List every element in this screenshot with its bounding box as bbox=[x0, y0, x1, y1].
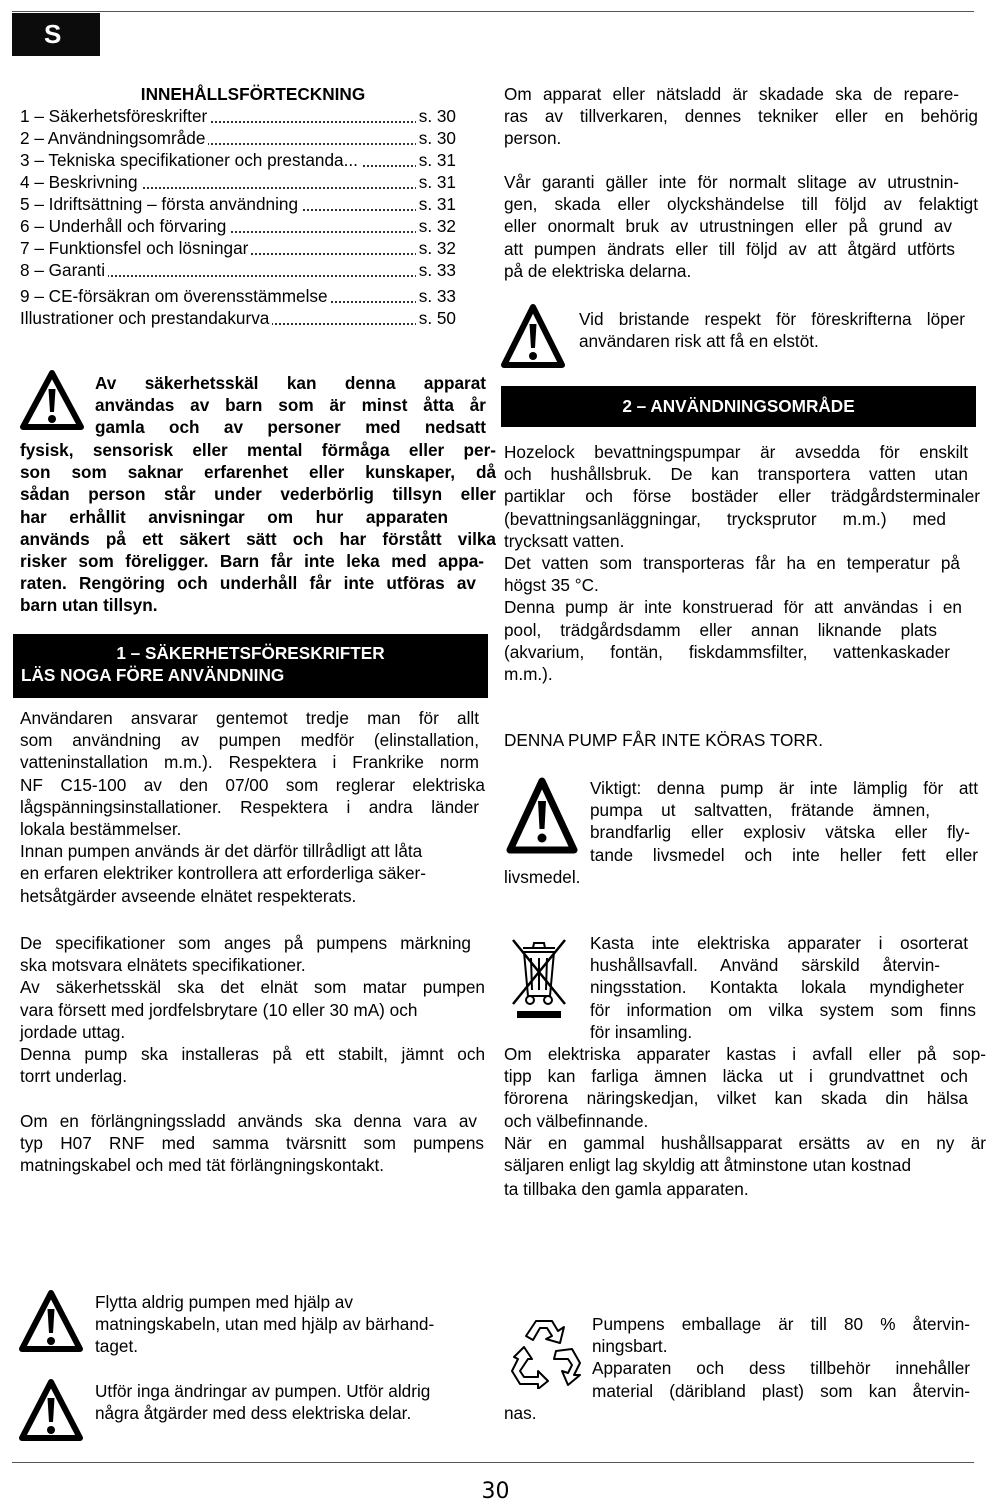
text-line: att pumpen ändrats eller till följd av att åtgärd utförts bbox=[504, 238, 955, 259]
text-line: lokala bestämmelser. bbox=[20, 818, 182, 839]
warn-electric-shock bbox=[579, 308, 969, 352]
text-line: högst 35 °C. bbox=[504, 575, 599, 596]
text-line: vara försett med jordfelsbrytare (10 eller 30 mA) och bbox=[20, 999, 418, 1020]
text-line: Vår garanti gäller inte för normalt slitage av utrustnin- bbox=[504, 172, 959, 192]
toc-entry bbox=[20, 259, 456, 281]
text-line: material (däribland plast) som kan återvin- bbox=[592, 1380, 970, 1401]
text-line: gamla och av personer med nedsatt bbox=[95, 417, 486, 438]
text-line: Viktigt: denna pump är inte lämplig för att bbox=[590, 778, 978, 798]
text-line: Innan pumpen används är det därför tillrådligt att låta bbox=[20, 841, 423, 862]
toc-title: INNEHÅLLSFÖRTECKNING bbox=[140, 84, 366, 104]
crossed-out-bin-icon bbox=[509, 934, 569, 1020]
text-line: en erfaren elektriker kontrollera att erforderliga säker- bbox=[20, 863, 426, 884]
text-line: hetsåtgärder avseende elnätet respekterats. bbox=[20, 885, 357, 906]
text-line: eller onormalt bruk av utrustningen eller på grund av bbox=[504, 216, 952, 237]
text-line: förorena näringskedjan, vilket kan skada din hälsa bbox=[504, 1088, 968, 1109]
section1-title-line2: LÄS NOGA FÖRE ANVÄNDNING bbox=[21, 665, 285, 685]
text-line: på de elektriska delarna. bbox=[504, 260, 692, 281]
text-line: (bevattningsanläggningar, trycksprutor m.m.) med bbox=[504, 508, 946, 529]
toc-entry-page: s. 30 bbox=[416, 105, 456, 127]
recycle-tail: nas. bbox=[504, 1403, 537, 1423]
text-line: användas av barn som är minst åtta år bbox=[95, 395, 486, 416]
text-line: Om en förlängningssladd används ska denna vara av bbox=[20, 1111, 477, 1131]
text-line: ningsstation. Kontakta lokala myndigheter bbox=[590, 977, 964, 998]
warn-important-tail: livsmedel. bbox=[504, 867, 581, 887]
text-line: för information om vilka system som finns bbox=[590, 999, 976, 1020]
para-disposal bbox=[504, 1043, 986, 1200]
text-line: Flytta aldrig pumpen med hjälp av bbox=[95, 1292, 353, 1312]
text-line: torrt underlag. bbox=[20, 1066, 128, 1087]
text-line: raten. Rengöring och underhåll får inte utföras av bbox=[20, 573, 476, 594]
toc-entry-page: s. 31 bbox=[416, 193, 456, 215]
warn-no-modifications bbox=[95, 1380, 475, 1424]
text-line: Det vatten som transporteras får ha en temperatur på bbox=[504, 552, 960, 573]
text-line: för insamling. bbox=[590, 1021, 693, 1042]
text-line: partiklar och förse bostäder eller trädgårdsterminaler bbox=[504, 486, 980, 507]
text-line: pool, trädgårdsdamm eller annan liknande plats bbox=[504, 619, 937, 640]
text-line: När en gammal hushållsapparat ersätts av en ny är bbox=[504, 1132, 986, 1153]
toc-entry-label: 4 – Beskrivning bbox=[20, 171, 141, 193]
text-line: Kasta inte elektriska apparater i osorterat bbox=[590, 933, 968, 953]
toc-entry bbox=[20, 285, 456, 307]
text-line: matningskabel och med tät förlängningskontakt. bbox=[20, 1155, 385, 1176]
weee-notice bbox=[590, 932, 978, 1043]
toc-entry-page: s. 33 bbox=[416, 285, 456, 307]
text-line: gen, skada eller olyckshändelse till följd av felaktigt bbox=[504, 194, 978, 215]
toc-entry-page: s. 30 bbox=[416, 127, 456, 149]
text-line: ras av tillverkaren, dennes tekniker eller en behörig bbox=[504, 106, 978, 127]
text-line: hushållsavfall. Använd särskild återvin- bbox=[590, 955, 940, 976]
text-line: Apparaten och dess tillbehör innehåller bbox=[592, 1358, 970, 1379]
text-line: Av säkerhetsskäl kan denna apparat bbox=[95, 373, 486, 393]
para-specifications bbox=[20, 932, 486, 1087]
section1-title-line1: 1 – SÄKERHETSFÖRESKRIFTER bbox=[116, 643, 385, 663]
text-line: som användning av pumpen medför (elinstallation, bbox=[20, 730, 479, 751]
text-line: används på ett säkert sätt och har förstått vilka bbox=[20, 528, 496, 549]
toc-entry-page: s. 31 bbox=[416, 171, 456, 193]
toc-entry bbox=[20, 237, 456, 259]
text-line: säljaren enligt lag skyldig att åtminstone utan kostnad bbox=[504, 1154, 912, 1175]
text-line: användaren risk att få en elstöt. bbox=[579, 331, 819, 352]
text-line: m.m.). bbox=[504, 663, 553, 684]
toc-entry-page: s. 33 bbox=[416, 259, 456, 281]
recycle-notice bbox=[592, 1313, 970, 1402]
text-line: har erhållit anvisningar om hur apparaten bbox=[20, 506, 448, 527]
text-line: ningsbart. bbox=[592, 1336, 668, 1357]
toc-entry bbox=[20, 171, 456, 193]
toc-entry-label: 1 – Säkerhetsföreskrifter bbox=[20, 105, 210, 127]
text-line: tande livsmedel och inte heller fett eller bbox=[590, 844, 978, 865]
page-number: 30 bbox=[481, 1479, 510, 1504]
para-extension-cord bbox=[20, 1110, 484, 1177]
text-line: son som saknar erfarenhet eller kunskaper, då bbox=[20, 462, 496, 483]
section2-title: 2 – ANVÄNDNINGSOMRÅDE bbox=[622, 396, 855, 416]
text-line: lågspänningsinstallationer. Respektera i andra länder bbox=[20, 796, 479, 817]
text-line: och hushållsbruk. De kan transportera vatten utan bbox=[504, 464, 968, 485]
para-warranty bbox=[504, 171, 978, 282]
text-line: Denna pump ska installeras på ett stabilt, jämnt och bbox=[20, 1043, 485, 1064]
text-line: pumpa ut saltvatten, frätande ämnen, bbox=[590, 800, 930, 821]
toc-entry-label: Illustrationer och prestandakurva bbox=[20, 307, 272, 329]
text-line: NF C15-100 av den 07/00 som reglerar elektriska bbox=[20, 774, 485, 795]
toc-entry-label: 9 – CE-försäkran om överensstämmelse bbox=[20, 285, 331, 307]
text-line: Utför inga ändringar av pumpen. Utför aldrig bbox=[95, 1381, 431, 1401]
warn-move-by-cable bbox=[95, 1291, 475, 1358]
child-warning-head bbox=[95, 372, 486, 439]
text-line: taget. bbox=[95, 1336, 139, 1357]
recycle-icon bbox=[508, 1313, 584, 1389]
text-line: Om elektriska apparater kastas i avfall eller på sop- bbox=[504, 1044, 986, 1064]
text-line: Användaren ansvarar gentemot tredje man för allt bbox=[20, 708, 479, 728]
text-line: jordade uttag. bbox=[20, 1021, 126, 1042]
warn-important-liquids bbox=[590, 777, 978, 866]
toc-entry bbox=[20, 193, 456, 215]
warning-icon bbox=[18, 1289, 84, 1355]
toc-entry-label: 6 – Underhåll och förvaring bbox=[20, 215, 229, 237]
text-line: ta tillbaka den gamla apparaten. bbox=[504, 1179, 749, 1200]
text-line: Om apparat eller nätsladd är skadade ska de repare- bbox=[504, 84, 959, 104]
toc-entry-label: 7 – Funktionsfel och lösningar bbox=[20, 237, 251, 259]
text-line: sådan person står under vederbörlig tillsyn eller bbox=[20, 484, 496, 505]
text-line: fysisk, sensorisk eller mental förmåga eller per- bbox=[20, 440, 496, 460]
toc-entry bbox=[20, 105, 456, 127]
toc-entry bbox=[20, 149, 456, 171]
text-line: ska motsvara elnätets specifikationer. bbox=[20, 955, 306, 976]
section1-heading bbox=[13, 634, 488, 698]
toc-entry bbox=[20, 215, 456, 237]
child-warning-body bbox=[20, 439, 496, 617]
warning-icon bbox=[19, 369, 85, 431]
text-line: några åtgärder med dess elektriska delar. bbox=[95, 1403, 412, 1424]
text-line: Denna pump är inte konstruerad för att användas i en bbox=[504, 597, 962, 618]
warning-icon bbox=[505, 776, 579, 856]
text-line: Hozelock bevattningspumpar är avsedda för enskilt bbox=[504, 442, 968, 462]
text-line: tipp kan farliga ämnen läcka ut i grundvattnet och bbox=[504, 1066, 968, 1087]
text-line: risker som föreligger. Barn får inte leka med appa- bbox=[20, 550, 484, 571]
text-line: och välbefinnande. bbox=[504, 1110, 649, 1131]
text-line: person. bbox=[504, 128, 562, 149]
warning-icon bbox=[500, 303, 566, 371]
para-user-responsibility bbox=[20, 707, 485, 907]
text-line: vatteninstallation m.m.). Respektera i Frankrike norm bbox=[20, 752, 479, 773]
toc-entry-label: 3 – Tekniska specifikationer och prestanda... bbox=[20, 149, 361, 171]
text-line: De specifikationer som anges på pumpens märkning bbox=[20, 933, 471, 953]
toc-entry-label: 8 – Garanti bbox=[20, 259, 108, 281]
toc-entry-label: 5 – Idriftsättning – första användning bbox=[20, 193, 301, 215]
text-line: brandfarlig eller explosiv vätska eller fly- bbox=[590, 822, 970, 843]
text-line: trycksatt vatten. bbox=[504, 530, 625, 551]
text-line: Av säkerhetsskäl ska det elnät som matar pumpen bbox=[20, 977, 485, 998]
language-badge: S bbox=[12, 13, 100, 56]
dry-run-notice: DENNA PUMP FÅR INTE KÖRAS TORR. bbox=[504, 730, 823, 750]
toc-entry-page: s. 50 bbox=[416, 307, 456, 329]
text-line: barn utan tillsyn. bbox=[20, 595, 158, 616]
footer-rule bbox=[12, 1462, 974, 1463]
warning-icon bbox=[18, 1378, 84, 1444]
text-line: matningskabeln, utan med hjälp av bärhand- bbox=[95, 1314, 435, 1335]
toc-entry bbox=[20, 307, 456, 329]
section2-heading bbox=[501, 386, 976, 427]
toc-entry-label: 2 – Användningsområde bbox=[20, 127, 208, 149]
para-repair bbox=[504, 83, 978, 150]
toc-entry-page: s. 31 bbox=[416, 149, 456, 171]
text-line: Pumpens emballage är till 80 % återvin- bbox=[592, 1314, 970, 1334]
text-line: Vid bristande respekt för föreskrifterna löper bbox=[579, 309, 965, 329]
para-usage bbox=[504, 441, 980, 685]
header-rule bbox=[12, 11, 974, 12]
toc-entry bbox=[20, 127, 456, 149]
toc-entry-page: s. 32 bbox=[416, 237, 456, 259]
text-line: typ H07 RNF med samma tvärsnitt som pumpens bbox=[20, 1133, 484, 1154]
toc-entry-page: s. 32 bbox=[416, 215, 456, 237]
text-line: (akvarium, fontän, fiskdammsfilter, vattenkaskader bbox=[504, 641, 950, 662]
